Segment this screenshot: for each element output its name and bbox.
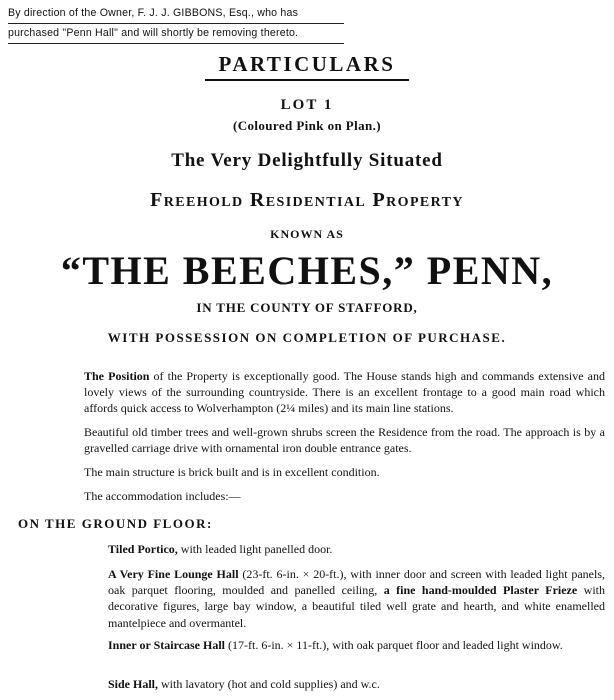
property-type: Freehold Residential Property: [150, 189, 464, 211]
side-hall-paragraph: [108, 676, 605, 692]
particulars-title: PARTICULARS: [205, 52, 410, 81]
lot-number: LOT 1: [280, 97, 334, 113]
portico-lead: Tiled Portico,: [108, 542, 178, 556]
side-hall-text: with lavatory (hot and cold supplies) and w.c.: [158, 677, 380, 691]
ground-floor-heading: ON THE GROUND FLOOR:: [18, 516, 213, 531]
staircase-hall-paragraph: [108, 637, 605, 653]
plaster-frieze-lead: a fine hand-moulded Plaster Frieze: [383, 583, 578, 598]
position-paragraph: [84, 368, 605, 417]
lounge-hall-text-2: with decorative figures, large bay window, a beautiful tiled well grate and hearth, and white enamelled mantelpiece and overmantel.: [108, 583, 605, 630]
accommodation-paragraph: [84, 488, 605, 504]
header-note: [8, 6, 344, 44]
structure-paragraph: [84, 464, 605, 480]
position-text: of the Property is exceptionally good. The House stands high and commands extensive and lovely views of the surrounding countryside. There is an excellent frontage to a good main road which affords quick access to Wolverhampton (2¼ miles) and its main line stations.: [84, 369, 605, 416]
timber-paragraph: [84, 424, 605, 456]
particulars-heading-row: [0, 52, 614, 81]
lounge-hall-text: (23-ft. 6-in. × 20-ft.), with inner door and screen with leaded light panels, oak parquet flooring, moulded and panelled ceiling,: [108, 567, 605, 598]
header-note-line-2: purchased "Penn Hall" and will shortly be removing thereto.: [8, 24, 344, 44]
staircase-hall-lead: Inner or Staircase Hall: [108, 638, 225, 652]
lot-note: (Coloured Pink on Plan.): [232, 118, 382, 133]
header-note-line-1: By direction of the Owner, F. J. J. GIBBONS, Esq., who has: [8, 6, 344, 24]
staircase-hall-text: (17-ft. 6-in. × 11-ft.), with oak parquet floor and leaded light window.: [225, 638, 563, 652]
side-hall-lead: Side Hall,: [108, 677, 159, 691]
property-name: “THE BEECHES,” PENN,: [60, 248, 554, 293]
structure-text: The main structure is brick built and is in excellent condition.: [84, 465, 380, 479]
property-county: IN THE COUNTY OF STAFFORD,: [196, 300, 418, 315]
lounge-hall-paragraph: [108, 566, 605, 631]
portico-text: with leaded light panelled door.: [177, 542, 333, 556]
known-as-label: KNOWN AS: [270, 227, 344, 241]
property-subtitle: The Very Delightfully Situated: [171, 150, 443, 171]
accommodation-text: The accommodation includes:—: [84, 489, 241, 503]
portico-paragraph: [108, 541, 605, 557]
timber-text: Beautiful old timber trees and well-grown shrubs screen the Residence from the road. The approach is by a gravelled carriage drive with ornamental iron double entrance gates.: [84, 425, 605, 456]
possession-note: WITH POSSESSION ON COMPLETION OF PURCHASE.: [107, 330, 507, 345]
lounge-hall-lead: A Very Fine Lounge Hall: [108, 567, 239, 581]
position-lead: The Position: [84, 369, 150, 383]
